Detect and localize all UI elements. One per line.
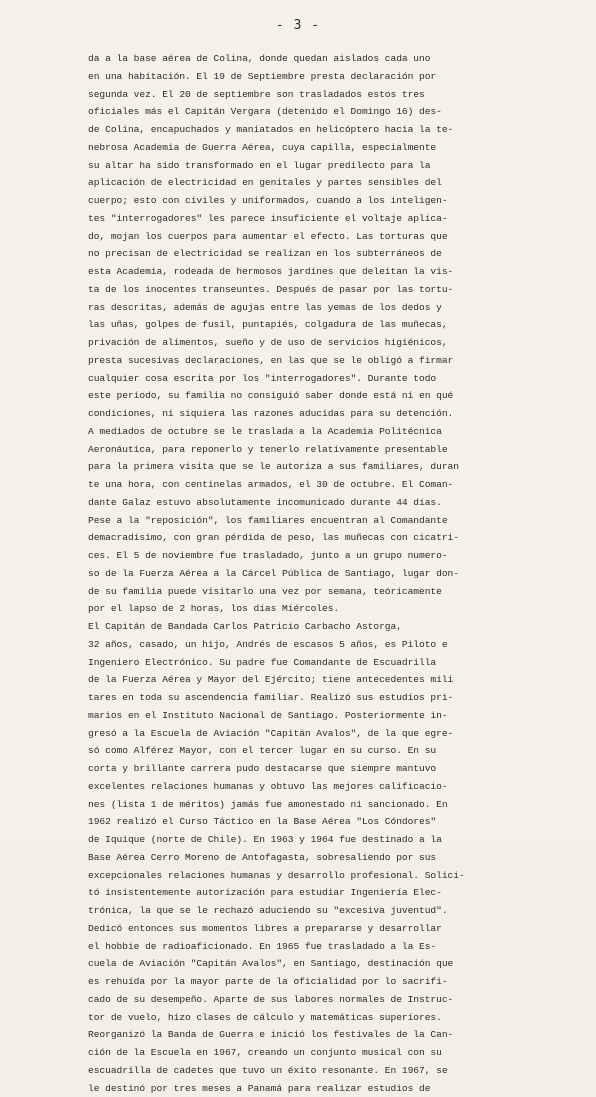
text-line: tó insistentemente autorización para estudiar Ingeniería Elec- [88,884,556,902]
text-line: aplicación de electricidad en genitales y partes sensibles del [88,174,556,192]
text-line: tares en toda su ascendencia familiar. Realizó sus estudios pri- [88,689,556,707]
text-line: do, mojan los cuerpos para aumentar el efecto. Las torturas que [88,228,556,246]
text-line: escuadrilla de cadetes que tuvo un éxito resonante. En 1967, se [88,1062,556,1080]
text-line: nes (lista 1 de méritos) jamás fue amonestado ni sancionado. En [88,796,556,814]
text-line: le destinó por tres meses a Panamá para realizar estudios de [88,1080,556,1097]
text-line: las uñas, golpes de fusil, puntapiés, colgadura de las muñecas, [88,316,556,334]
text-line: excelentes relaciones humanas y obtuvo las mejores calificacio- [88,778,556,796]
text-line: tor de vuelo, hizo clases de cálculo y matemáticas superiores. [88,1009,556,1027]
text-line: en una habitación. El 19 de Septiembre presta declaración por [88,68,556,86]
text-line: Ingeniero Electrónico. Su padre fue Comandante de Escuadrilla [88,654,556,672]
text-line: segunda vez. El 20 de septiembre son trasladados estos tres [88,86,556,104]
text-line: es rehuída por la mayor parte de la oficialidad por lo sacrifi- [88,973,556,991]
text-line: oficiales más el Capitán Vergara (detenido el Domingo 16) des- [88,103,556,121]
text-line: Dedicó entonces sus momentos libres a prepararse y desarrollar [88,920,556,938]
text-line: A mediados de octubre se le traslada a la Academia Politécnica [88,423,556,441]
text-line: ción de la Escuela en 1967, creando un conjunto musical con su [88,1044,556,1062]
text-line: de Iquique (norte de Chile). En 1963 y 1964 fue destinado a la [88,831,556,849]
body-text [88,50,556,1097]
text-line: Pese a la "reposición", los familiares encuentran al Comandante [88,512,556,530]
text-line: marios en el Instituto Nacional de Santiago. Posteriormente in- [88,707,556,725]
text-line: 32 años, casado, un hijo, Andrés de escasos 5 años, es Piloto e [88,636,556,654]
text-line: cualquier cosa escrita por los "interrogadores". Durante todo [88,370,556,388]
text-line: 1962 realizó el Curso Táctico en la Base Aérea "Los Cóndores" [88,813,556,831]
text-line: por el lapso de 2 horas, los días Miércoles. [88,600,556,618]
page-number: - 3 - [0,18,596,33]
text-line: ta de los inocentes transeuntes. Después de pasar por las tortu- [88,281,556,299]
text-line: de la Fuerza Aérea y Mayor del Ejército; tiene antecedentes mili [88,671,556,689]
text-line: de Colina, encapuchados y maniatados en helicóptero hacia la te- [88,121,556,139]
text-line: so de la Fuerza Aérea a la Cárcel Pública de Santiago, lugar don- [88,565,556,583]
text-line: El Capitán de Bandada Carlos Patricio Carbacho Astorga, [88,618,556,636]
text-line: para la primera visita que se le autoriza a sus familiares, duran [88,458,556,476]
text-line: trónica, la que se le rechazó aduciendo su "excesiva juventud". [88,902,556,920]
text-line: Reorganizó la Banda de Guerra e inició los festivales de la Can- [88,1026,556,1044]
text-line: demacradísimo, con gran pérdida de peso, las muñecas con cicatri- [88,529,556,547]
text-line: Aeronáutica, para reponerlo y tenerlo relativamente presentable [88,441,556,459]
text-line: su altar ha sido transformado en el lugar predilecto para la [88,157,556,175]
text-line: nebrosa Academia de Guerra Aérea, cuya capilla, especialmente [88,139,556,157]
text-line: dante Galaz estuvo absolutamente incomunicado durante 44 días. [88,494,556,512]
text-line: presta sucesivas declaraciones, en las que se le obligó a firmar [88,352,556,370]
text-line: te una hora, con centinelas armados, el 30 de octubre. El Coman- [88,476,556,494]
text-line: corta y brillante carrera pudo destacarse que siempre mantuvo [88,760,556,778]
text-line: só como Alférez Mayor, con el tercer lugar en su curso. En su [88,742,556,760]
text-line: gresó a la Escuela de Aviación "Capitán Avalos", de la que egre- [88,725,556,743]
text-line: excepcionales relaciones humanas y desarrollo profesional. Solici- [88,867,556,885]
text-line: el hobbie de radioaficionado. En 1965 fue trasladado a la Es- [88,938,556,956]
text-line: privación de alimentos, sueño y de uso de servicios higiénicos, [88,334,556,352]
text-line: Base Aérea Cerro Moreno de Antofagasta, sobresaliendo por sus [88,849,556,867]
text-line: da a la base aérea de Colina, donde quedan aislados cada uno [88,50,556,68]
text-line: cuerpo; esto con civiles y uniformados, cuando a los inteligen- [88,192,556,210]
text-line: tes "interrogadores" les parece insuficiente el voltaje aplica- [88,210,556,228]
text-line: esta Academia, rodeada de hermosos jardines que deleitan la vis- [88,263,556,281]
text-line: condiciones, ni siquiera las razones aducidas para su detención. [88,405,556,423]
text-line: de su familia puede visitarlo una vez por semana, teóricamente [88,583,556,601]
text-line: cuela de Aviación "Capitán Avalos", en Santiago, destinación que [88,955,556,973]
text-line: no precisan de electricidad se realizan en los subterráneos de [88,245,556,263]
text-line: ras descritas, además de agujas entre las yemas de los dedos y [88,299,556,317]
text-line: este período, su familia no consiguió saber donde está ni en qué [88,387,556,405]
text-line: ces. El 5 de noviembre fue trasladado, junto a un grupo numero- [88,547,556,565]
text-line: cado de su desempeño. Aparte de sus labores normales de Instruc- [88,991,556,1009]
